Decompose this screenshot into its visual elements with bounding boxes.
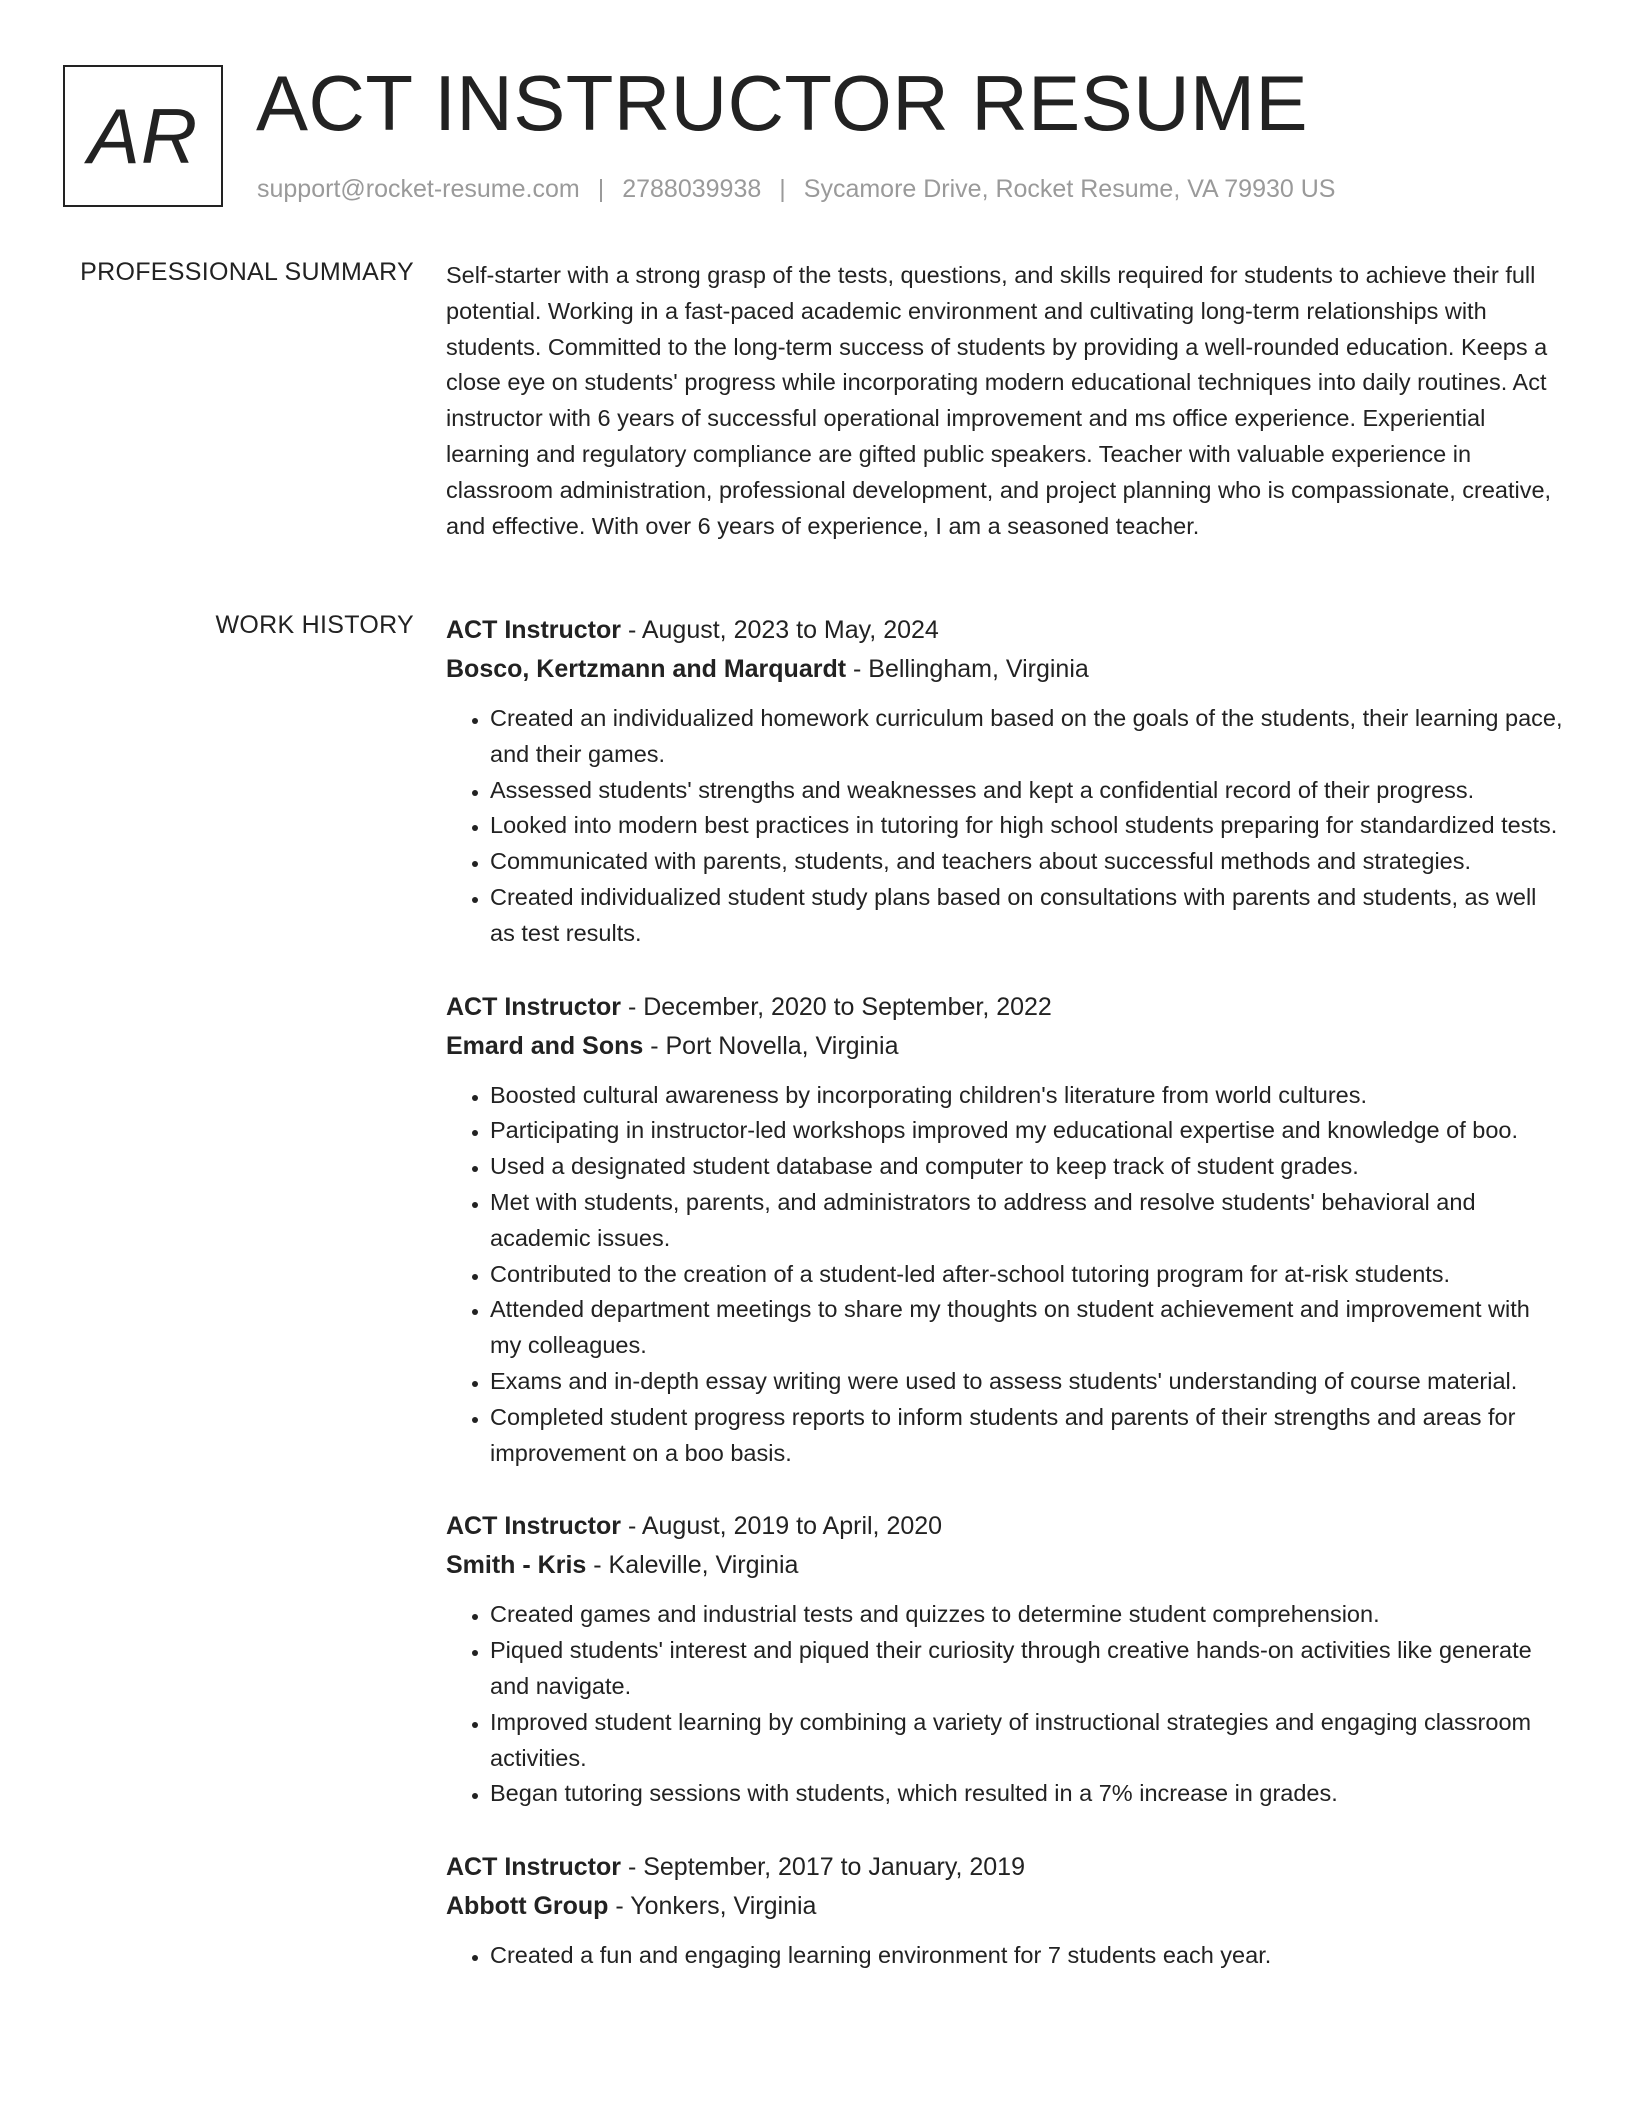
job-bullet: • Piqued students' interest and piqued their curiosity through creative hands-on activities like generate and navigate. — [490, 1633, 1566, 1705]
job-dates: December, 2020 to September, 2022 — [643, 992, 1052, 1021]
job-title-line: ACT Instructor - August, 2019 to April, 2020 — [446, 1512, 943, 1541]
job-location: Kaleville, Virginia — [608, 1551, 799, 1580]
job-bullet: • Boosted cultural awareness by incorporating children's literature from world cultures. — [490, 1078, 1566, 1114]
job-bullet: • Created games and industrial tests and quizzes to determine student comprehension. — [490, 1597, 1566, 1633]
summary-heading: PROFESSIONAL SUMMARY — [80, 258, 414, 286]
job-bullets — [446, 1078, 1566, 1472]
job-title: ACT Instructor — [446, 992, 621, 1021]
job-company: Bosco, Kertzmann and Marquardt — [446, 655, 847, 683]
job-bullet: • Created a fun and engaging learning environment for 7 students each year. — [490, 1938, 1566, 1974]
contact-email: support@rocket-resume.com — [257, 175, 580, 203]
job-entry — [446, 1507, 1566, 1812]
job-bullet: • Used a designated student database and computer to keep track of student grades. — [490, 1149, 1566, 1185]
job-entry — [446, 611, 1566, 952]
summary-text: Self-starter with a strong grasp of the tests, questions, and skills required for students to achieve their full potential. Working in a fast-paced academic environment and cultivating long-term relationships with students. Committed to the long-term success of students by providing a well-rounded education. Keeps a close eye on students' progress while incorporating modern educational techniques into daily routines. Act instructor with 6 years of successful operational improvement and ms office experience. Experiential learning and regulatory compliance are gifted public speakers. Teacher with valuable experience in classroom administration, professional development, and project planning who is compassionate, creative, and effective. With over 6 years of experience, I am a seasoned teacher. — [446, 262, 1552, 539]
job-company: Emard and Sons — [446, 1031, 644, 1060]
contact-separator: | — [779, 175, 786, 203]
job-company-line: Bosco, Kertzmann and Marquardt - Bellingham, Virginia — [446, 655, 1089, 683]
job-bullet: • Completed student progress reports to inform students and parents of their strengths and areas for improvement on a boo basis. — [490, 1400, 1566, 1472]
job-title: ACT Instructor — [446, 1512, 621, 1541]
contact-line — [257, 175, 1335, 204]
job-company-line: Emard and Sons - Port Novella, Virginia — [446, 1031, 899, 1060]
work-history-heading: WORK HISTORY — [215, 611, 414, 639]
monogram-initials: AR — [87, 91, 199, 180]
job-dates: September, 2017 to January, 2019 — [643, 1853, 1025, 1882]
work-history-list — [446, 611, 1566, 2010]
job-title-line: ACT Instructor - August, 2023 to May, 2024 — [446, 616, 939, 644]
job-bullet: • Communicated with parents, students, and teachers about successful methods and strategies. — [490, 844, 1566, 880]
monogram-box — [63, 65, 223, 207]
job-title-line: ACT Instructor - December, 2020 to September, 2022 — [446, 992, 1052, 1021]
job-company-line: Smith - Kris - Kaleville, Virginia — [446, 1551, 799, 1580]
job-bullet: • Created an individualized homework curriculum based on the goals of the students, their learning pace, and their games. — [490, 701, 1566, 773]
resume-title: ACT INSTRUCTOR RESUME — [256, 59, 1309, 147]
job-location: Yonkers, Virginia — [630, 1892, 817, 1921]
job-bullet: • Participating in instructor-led workshops improved my educational expertise and knowledge of boo. — [490, 1113, 1566, 1149]
job-location: Bellingham, Virginia — [868, 655, 1089, 683]
contact-phone: 2788039938 — [622, 175, 762, 203]
job-bullet: • Attended department meetings to share my thoughts on student achievement and improvement with my colleagues. — [490, 1292, 1566, 1364]
job-title-line: ACT Instructor - September, 2017 to January, 2019 — [446, 1853, 1025, 1882]
job-title: ACT Instructor — [446, 1853, 621, 1882]
job-bullet: • Assessed students' strengths and weaknesses and kept a confidential record of their progress. — [490, 773, 1566, 809]
contact-separator: | — [597, 175, 605, 203]
job-bullet: • Began tutoring sessions with students, which resulted in a 7% increase in grades. — [490, 1776, 1566, 1812]
job-entry — [446, 1848, 1566, 1974]
job-dates: August, 2019 to April, 2020 — [641, 1512, 943, 1541]
job-bullets — [446, 1597, 1566, 1812]
job-bullet: • Improved student learning by combining a variety of instructional strategies and engaging classroom activities. — [490, 1705, 1566, 1777]
job-entry — [446, 988, 1566, 1472]
job-bullet: • Created individualized student study plans based on consultations with parents and students, as well as test results. — [490, 880, 1566, 952]
job-bullet: • Contributed to the creation of a student-led after-school tutoring program for at-risk students. — [490, 1257, 1566, 1293]
job-company-line: Abbott Group - Yonkers, Virginia — [446, 1892, 817, 1921]
contact-address: Sycamore Drive, Rocket Resume, VA 79930 US — [803, 175, 1336, 203]
job-location: Port Novella, Virginia — [665, 1031, 899, 1060]
job-bullets — [446, 701, 1566, 952]
job-dates: August, 2023 to May, 2024 — [641, 616, 939, 644]
job-bullet: • Exams and in-depth essay writing were used to assess students' understanding of course material. — [490, 1364, 1566, 1400]
job-bullet: • Looked into modern best practices in tutoring for high school students preparing for standardized tests. — [490, 808, 1566, 844]
job-company: Smith - Kris — [446, 1551, 587, 1580]
job-title: ACT Instructor — [446, 616, 621, 644]
job-bullets — [446, 1938, 1566, 1974]
job-bullet: • Met with students, parents, and administrators to address and resolve students' behavioral and academic issues. — [490, 1185, 1566, 1257]
job-company: Abbott Group — [446, 1892, 609, 1921]
